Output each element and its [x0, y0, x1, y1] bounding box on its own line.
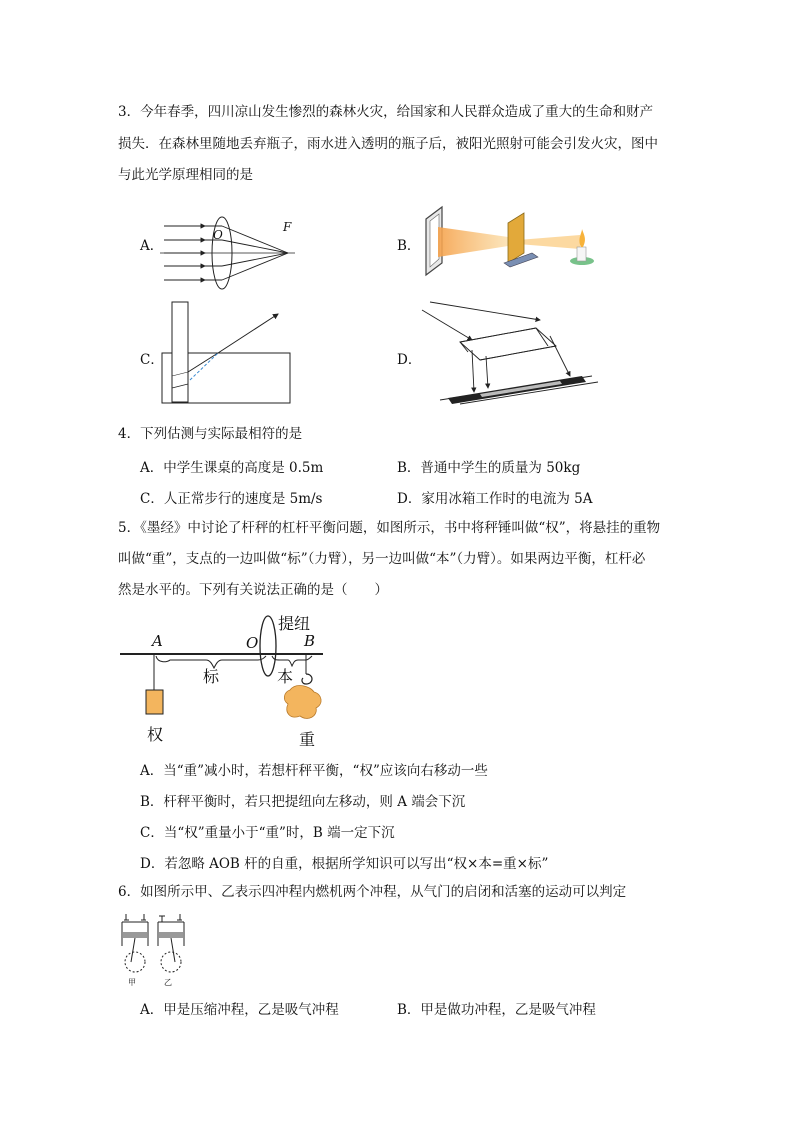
q4-stem: 4．下列估测与实际最相符的是	[118, 426, 303, 442]
q5-option-b: B．杆秤平衡时，若只把提纽向左移动，则 A 端会下沉	[140, 794, 466, 810]
steelyard-point-o: O	[246, 634, 259, 652]
q5-option-d: D．若忽略 AOB 杆的自重，根据所学知识可以写出“权×本=重×标”	[140, 856, 549, 872]
q3-line2: 损失．在森林里随地丢弃瓶子，雨水进入透明的瓶子后，被阳光照射可能会引发火灾，图中	[118, 136, 658, 152]
q4-option-d: D．家用冰箱工作时的电流为 5A	[397, 491, 593, 507]
prism-spectrum-figure	[420, 300, 605, 408]
q4-option-a: A．中学生课桌的高度是 0.5m	[140, 460, 324, 476]
q3-line1: 3．今年春季，四川凉山发生惨烈的森林火灾，给国家和人民群众造成了重大的生命和财产	[118, 104, 654, 120]
q4-option-c: C．人正常步行的速度是 5m/s	[140, 491, 323, 507]
q6-stem: 6．如图所示甲、乙表示四冲程内燃机两个冲程，从气门的启闭和活塞的运动可以判定	[118, 884, 627, 900]
engine-yi-label: 乙	[164, 978, 172, 987]
convex-lens-figure	[160, 218, 300, 288]
steelyard-quan-label: 权	[147, 725, 164, 744]
q5-option-c: C．当“权”重量小于“重”时，B 端一定下沉	[140, 825, 395, 841]
steelyard-point-b: B	[304, 632, 316, 650]
steelyard-biao-label: 标	[203, 667, 220, 686]
steelyard-point-a: A	[152, 632, 163, 650]
q4-option-b: B．普通中学生的质量为 50kg	[397, 460, 581, 476]
engine-strokes-figure	[118, 910, 198, 986]
q5-option-a: A．当“重”减小时，若想杆秤平衡，“权”应该向右移动一些	[140, 763, 488, 779]
q6-option-b: B．甲是做功冲程，乙是吸气冲程	[397, 1002, 596, 1018]
q5-line2: 叫做“重”，支点的一边叫做“标”（力臂），另一边叫做“本”（力臂）。如果两边平衡，杠杆必	[118, 551, 646, 567]
pinhole-imaging-figure	[420, 205, 610, 285]
q3-option-b-label: B．	[397, 238, 421, 254]
q3-line3: 与此光学原理相同的是	[118, 167, 253, 183]
q5-line3: 然是水平的。下列有关说法正确的是（ ）	[118, 582, 388, 598]
steelyard-ben-label: 本	[277, 667, 294, 686]
q3-option-d-label: D．	[397, 352, 422, 368]
lens-center-label: O	[213, 228, 223, 242]
focus-label: F	[283, 220, 292, 234]
q6-option-a: A．甲是压缩冲程，乙是吸气冲程	[140, 1002, 339, 1018]
refraction-figure	[160, 298, 295, 408]
q3-option-a-label: A．	[140, 238, 164, 254]
engine-jia-label: 甲	[128, 978, 136, 987]
steelyard-tizu-label: 提纽	[278, 614, 311, 633]
q3-option-c-label: C．	[140, 352, 164, 368]
q5-line1: 5．《墨经》中讨论了杆秤的杠杆平衡问题，如图所示，书中将秤锤叫做“权”，将悬挂的重物	[118, 520, 661, 536]
steelyard-zhong-label: 重	[299, 730, 316, 749]
